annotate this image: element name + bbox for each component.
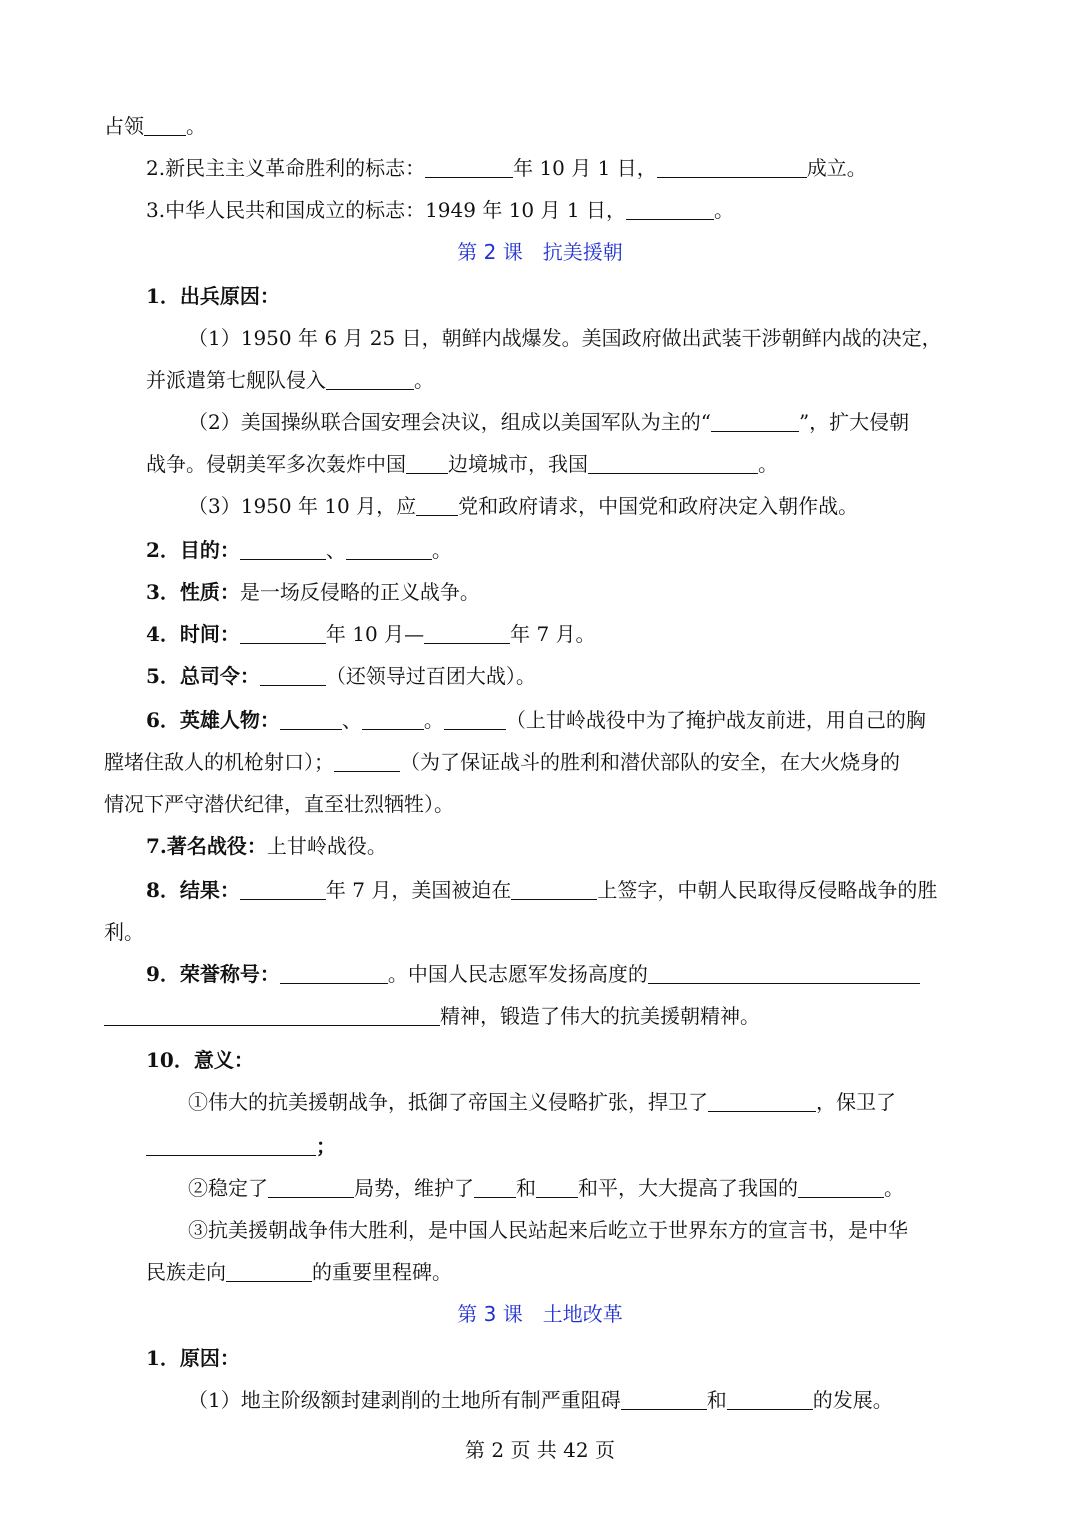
text-line [146, 832, 387, 860]
text-line [188, 1088, 896, 1116]
text: 上甘岭战役。 [266, 834, 387, 858]
text: 边境城市，我国 [448, 452, 588, 476]
text: 、 [325, 538, 346, 562]
fill-blank[interactable] [657, 157, 807, 178]
text: 的重要里程碑。 [312, 1260, 452, 1284]
fill-blank[interactable] [260, 665, 326, 686]
text: ”，扩大侵朝 [798, 410, 910, 434]
fill-blank[interactable] [146, 1135, 316, 1156]
section-heading: 1．出兵原因： [146, 284, 280, 308]
section-heading: 5．总司令： [146, 664, 260, 688]
section-heading: 3．性质： [146, 580, 240, 604]
fill-blank[interactable] [240, 539, 326, 560]
text-line [104, 748, 900, 776]
text: 。 [423, 708, 444, 732]
text: 。 [186, 114, 206, 138]
fill-blank[interactable] [727, 1389, 813, 1410]
text-line [188, 1174, 904, 1202]
text: 。 [713, 198, 734, 222]
fill-blank[interactable] [621, 1389, 707, 1410]
text: 年 7 月，美国被迫在 [325, 878, 512, 902]
text: 。 [884, 1176, 904, 1200]
fill-blank[interactable] [240, 623, 326, 644]
section-heading: 10．意义： [146, 1048, 254, 1072]
text-line: 情况下严守潜伏纪律，直至壮烈牺牲）。 [104, 792, 454, 816]
text: （还领导过百团大战）。 [325, 664, 536, 688]
fill-blank[interactable] [326, 369, 414, 390]
section-heading: 9．荣誉称号： [146, 962, 280, 986]
text: 年 7 月。 [510, 622, 596, 646]
text: （2）美国操纵联合国安理会决议，组成以美国军队为主的“ [188, 410, 711, 434]
text-line [146, 960, 920, 988]
text-line: 利。 [104, 920, 144, 944]
text-line [188, 1386, 893, 1414]
lesson-title: 第 2 课 抗美援朝 [457, 240, 623, 264]
text-line [146, 1132, 336, 1160]
page-footer: 第 2 页 共 42 页 [465, 1438, 615, 1462]
section-heading: 2．目的： [146, 538, 240, 562]
text: 民族走向 [146, 1260, 226, 1284]
text-line [104, 1002, 760, 1030]
text-line [146, 196, 734, 224]
text: 和 [516, 1176, 536, 1200]
fill-blank[interactable] [425, 157, 513, 178]
text: 、 [341, 708, 362, 732]
text-line: （1）1950 年 6 月 25 日，朝鲜内战爆发。美国政府做出武装干涉朝鲜内战的决定， [188, 326, 942, 350]
fill-blank[interactable] [406, 453, 448, 474]
text-line [146, 1258, 452, 1286]
text: 和平，大大提高了我国的 [578, 1176, 798, 1200]
fill-blank[interactable] [280, 709, 342, 730]
text-line [146, 876, 937, 904]
fill-blank[interactable] [536, 1177, 578, 1198]
section-heading: 4．时间： [146, 622, 240, 646]
text: （为了保证战斗的胜利和潜伏部队的安全，在大火烧身的 [400, 750, 900, 774]
text-line [146, 706, 926, 734]
text: 年 10 月 1 日， [513, 156, 657, 180]
text: 党和政府请求，中国党和政府决定入朝作战。 [458, 494, 859, 518]
fill-blank[interactable] [474, 1177, 516, 1198]
text: 年 10 月— [325, 622, 425, 646]
fill-blank[interactable] [424, 623, 510, 644]
text-line [146, 620, 596, 648]
text: 是一场反侵略的正义战争。 [239, 580, 480, 604]
text-line [146, 578, 480, 606]
text: （3）1950 年 10 月，应 [188, 494, 417, 518]
text: 。 [758, 452, 778, 476]
text-line [188, 408, 909, 436]
text: （上甘岭战役中为了掩护战友前进，用自己的胸 [505, 708, 926, 732]
text: 。 [414, 368, 434, 392]
text: 成立。 [806, 156, 867, 180]
text: 和 [706, 1388, 727, 1412]
fill-blank[interactable] [444, 709, 506, 730]
fill-blank[interactable] [268, 1177, 354, 1198]
fill-blank[interactable] [280, 963, 388, 984]
text: 3.中华人民共和国成立的标志：1949 年 10 月 1 日， [146, 198, 626, 222]
text: 的发展。 [812, 1388, 893, 1412]
fill-blank[interactable] [416, 495, 458, 516]
fill-blank[interactable] [240, 879, 326, 900]
text: ①伟大的抗美援朝战争，抵御了帝国主义侵略扩张，捍卫了 [188, 1090, 708, 1114]
fill-blank[interactable] [588, 453, 758, 474]
text: 并派遣第七舰队侵入 [146, 368, 326, 392]
fill-blank[interactable] [711, 411, 799, 432]
text: 。中国人民志愿军发扬高度的 [387, 962, 648, 986]
text: 战争。侵朝美军多次轰炸中国 [146, 452, 406, 476]
text: 膛堵住敌人的机枪射口）； [104, 750, 334, 774]
fill-blank[interactable] [362, 709, 424, 730]
text: ②稳定了 [188, 1176, 268, 1200]
text-line [146, 450, 778, 478]
fill-blank[interactable] [798, 1177, 884, 1198]
text: 2.新民主主义革命胜利的标志： [146, 156, 426, 180]
text: 局势，维护了 [354, 1176, 474, 1200]
fill-blank[interactable] [104, 1005, 440, 1026]
text-line [146, 366, 434, 394]
text-line: ③抗美援朝战争伟大胜利，是中国人民站起来后屹立于世界东方的宣言书，是中华 [188, 1218, 908, 1242]
text-line [146, 536, 452, 564]
section-heading: 7.著名战役： [146, 834, 267, 858]
text: 精神，锻造了伟大的抗美援朝精神。 [440, 1004, 760, 1028]
text: （1）地主阶级额封建剥削的土地所有制严重阻碍 [188, 1388, 621, 1412]
lesson-title: 第 3 课 土地改革 [457, 1302, 623, 1326]
text-line [104, 112, 206, 140]
section-heading: 8．结果： [146, 878, 240, 902]
fill-blank[interactable] [626, 199, 714, 220]
fill-blank[interactable] [648, 963, 920, 984]
section-heading: 6．英雄人物： [146, 708, 280, 732]
fill-blank[interactable] [511, 879, 597, 900]
fill-blank[interactable] [226, 1261, 312, 1282]
section-heading: 1．原因： [146, 1346, 240, 1370]
fill-blank[interactable] [144, 115, 186, 136]
text: 。 [431, 538, 452, 562]
fill-blank[interactable] [346, 539, 432, 560]
text: 占领 [104, 114, 144, 138]
text-line [188, 492, 858, 520]
text-line [146, 662, 536, 690]
text: 上签字，中朝人民取得反侵略战争的胜 [597, 878, 938, 902]
text: ，保卫了 [816, 1090, 896, 1114]
fill-blank[interactable] [334, 751, 400, 772]
fill-blank[interactable] [708, 1091, 816, 1112]
text-line [146, 154, 867, 182]
text: ； [316, 1134, 336, 1158]
